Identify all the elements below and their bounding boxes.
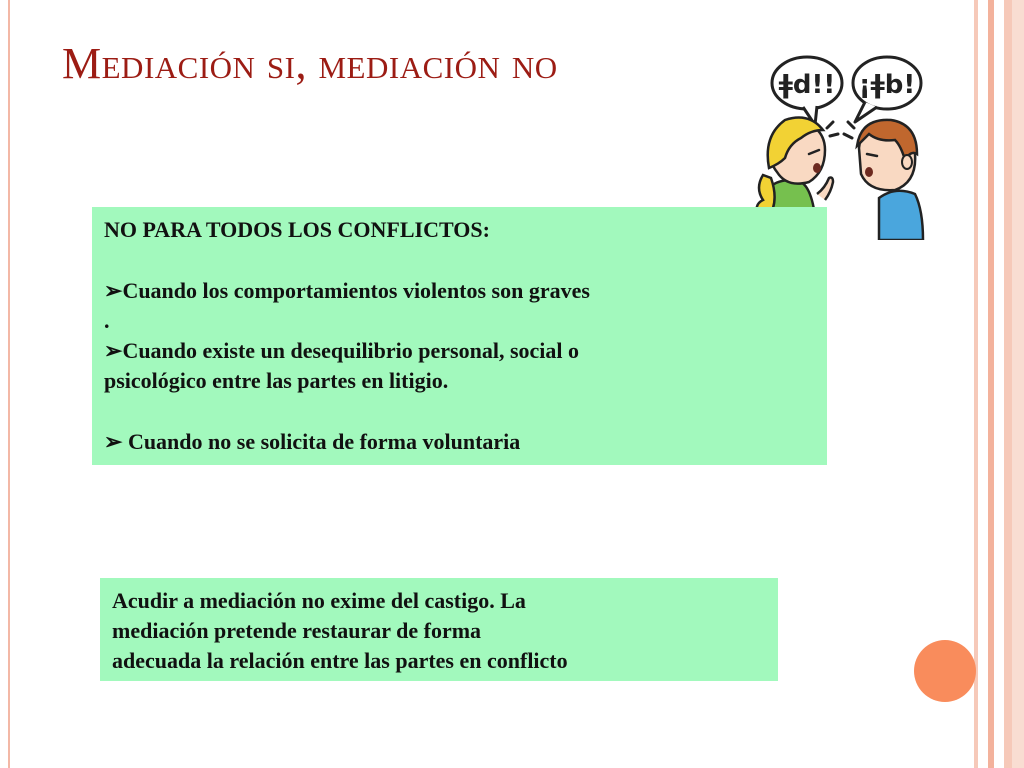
decorative-orange-circle (914, 640, 976, 702)
list-item: ➢Cuando los comportamientos violentos son graves (104, 278, 590, 303)
list-item-continuation: . (104, 308, 110, 333)
list-item-continuation: psicológico entre las partes en litigio. (104, 368, 449, 393)
left-border-line (8, 0, 10, 768)
arrow-bullet-icon: ➢ (104, 429, 123, 454)
list-item: ➢Cuando existe un desequilibrio personal, social o (104, 338, 580, 363)
shout-lines (827, 122, 854, 138)
svg-text:ǂd!!: ǂd!! (778, 70, 836, 100)
mediation-note-box (100, 578, 778, 681)
svg-text:¡ǂb!: ¡ǂb! (858, 70, 916, 100)
right-decorative-border (974, 0, 1024, 768)
boy-figure (857, 120, 923, 240)
note-line: Acudir a mediación no exime del castigo. La (112, 588, 526, 613)
speech-bubble-left (772, 57, 842, 125)
list-item: ➢ Cuando no se solicita de forma voluntaria (104, 429, 521, 454)
conflicts-info-box (92, 207, 827, 465)
speech-bubble-right (853, 57, 921, 122)
slide-title: Mediación si, mediación no (62, 39, 558, 88)
arrow-bullet-icon: ➢ (104, 278, 123, 303)
arrow-bullet-icon: ➢ (104, 338, 123, 363)
note-line: adecuada la relación entre las partes en conflicto (112, 648, 568, 673)
box-heading: NO PARA TODOS LOS CONFLICTOS: (104, 217, 490, 242)
note-line: mediación pretende restaurar de forma (112, 618, 482, 643)
